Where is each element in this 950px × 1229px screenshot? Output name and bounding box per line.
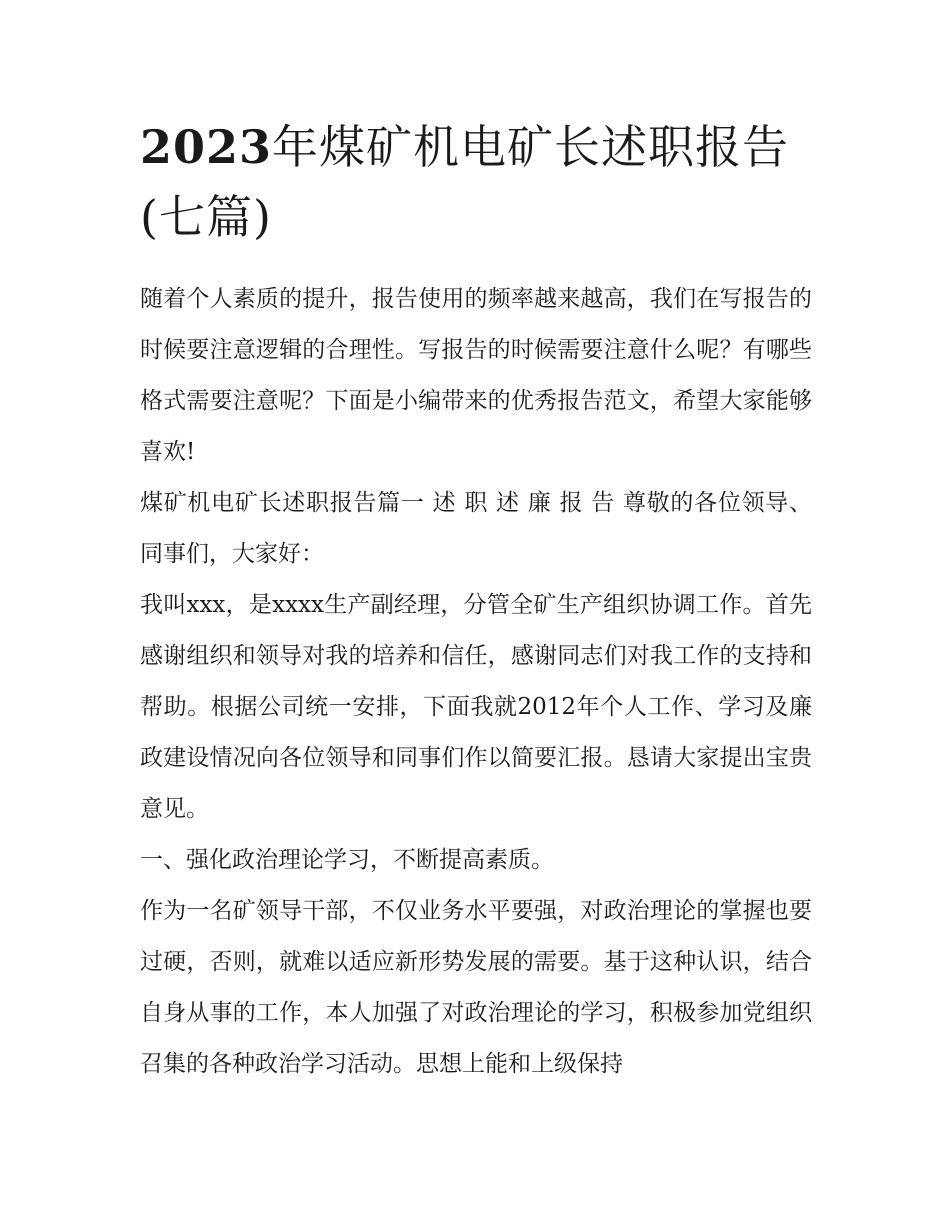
title-text: 年煤矿机电矿长述职报告(七篇)	[140, 120, 790, 244]
subsection-heading: 一、强化政治理论学习，不断提高素质。	[140, 847, 554, 873]
title-year: 2023	[140, 120, 273, 174]
intro-paragraph: 随着个人素质的提升，报告使用的频率越来越高，我们在写报告的时候要注意逻辑的合理性。写报告的时候需要注意什么呢？有哪些格式需要注意呢？下面是小编带来的优秀报告范文，希望大家能够喜欢!	[140, 286, 812, 465]
document-title	[140, 112, 820, 252]
document-body	[140, 274, 812, 1090]
body-paragraph: 作为一名矿领导干部，不仅业务水平要强，对政治理论的掌握也要过硬，否则，就难以适应新形势发展的需要。基于这种认识，结合自身从事的工作，本人加强了对政治理论的学习，积极参加党组织召集的各种政治学习活动。思想上能和上级保持	[140, 898, 812, 1077]
section-heading-paragraph: 煤矿机电矿长述职报告篇一 述 职 述 廉 报 告 尊敬的各位领导、同事们，大家好：	[140, 490, 812, 567]
self-introduction-paragraph: 我叫xxx，是xxxx生产副经理，分管全矿生产组织协调工作。首先感谢组织和领导对我的培养和信任，感谢同志们对我工作的支持和帮助。根据公司统一安排，下面我就2012年个人工作、学习及廉政建设情况向各位领导和同事们作以简要汇报。恳请大家提出宝贵意见。	[140, 592, 812, 822]
